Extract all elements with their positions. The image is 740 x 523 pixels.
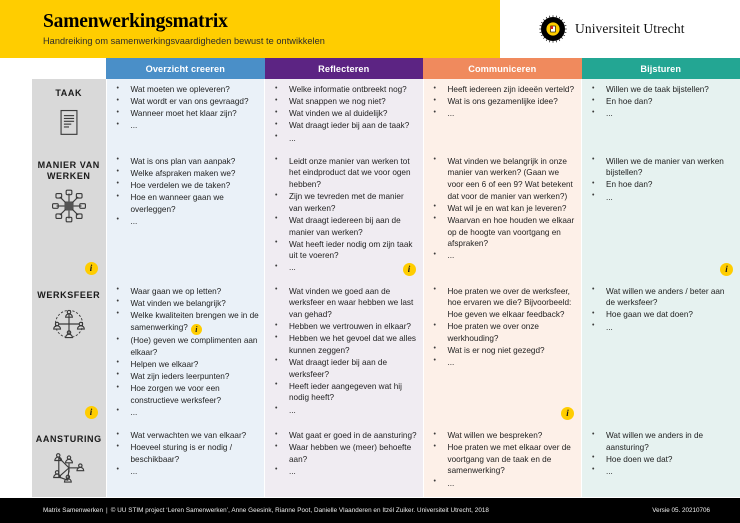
question-item: • Waar gaan we op letten?: [114, 286, 260, 298]
question-item: • ...: [589, 322, 735, 334]
question-list: [582, 425, 740, 484]
question-item: • Wat wordt er van ons gevraagd?: [114, 96, 260, 108]
question-list: [582, 151, 740, 210]
column-header-bijsturen: Bijsturen: [582, 58, 740, 79]
question-list: [424, 79, 582, 126]
matrix-cell-aansturing-overzicht-creeren: [106, 425, 265, 497]
row-label-cell-taak: [32, 79, 106, 151]
question-item: • Willen we de manier van werken bijstellen?: [589, 156, 735, 179]
matrix-cell-werksfeer-reflecteren: [265, 281, 424, 425]
matrix-cell-manier-van-werken-reflecteren: [265, 151, 424, 281]
question-item: • Wat zijn ieders leerpunten?: [114, 371, 260, 383]
info-icon[interactable]: i: [403, 263, 416, 276]
matrix-row-werksfeer: [32, 281, 740, 425]
question-list: [424, 281, 582, 375]
question-item: • ...: [272, 262, 418, 274]
matrix-corner-cell: [32, 58, 106, 79]
footer-version: Versie 05. 20210706: [652, 507, 710, 514]
question-list: [265, 79, 423, 151]
matrix-cell-werksfeer-communiceren: [423, 281, 582, 425]
matrix-cell-taak-reflecteren: [265, 79, 424, 151]
matrix-cell-aansturing-communiceren: [423, 425, 582, 497]
matrix-cell-taak-communiceren: [423, 79, 582, 151]
column-header-overzicht-creeren: Overzicht creeren: [106, 58, 265, 79]
question-item: • ...: [272, 405, 418, 417]
row-label-text: TAAK: [55, 88, 83, 98]
question-item: • ...: [431, 478, 577, 490]
question-item: • Helpen we elkaar?: [114, 359, 260, 371]
matrix-row-aansturing: [32, 425, 740, 497]
question-item: • Wat gaat er goed in de aansturing?: [272, 430, 418, 442]
question-item: • Hoe verdelen we de taken?: [114, 180, 260, 192]
matrix-cell-aansturing-reflecteren: [265, 425, 424, 497]
question-item: • Wat moeten we opleveren?: [114, 84, 260, 96]
question-item: • Hoe en wanneer gaan we overleggen?: [114, 192, 260, 215]
footer-separator: |: [106, 507, 108, 514]
question-item: • ...: [114, 216, 260, 228]
network-hub-icon: [52, 189, 86, 223]
question-item: • Wat willen we anders in de aansturing?: [589, 430, 735, 453]
matrix-cell-taak-bijsturen: [582, 79, 740, 151]
question-list: [265, 151, 423, 281]
matrix-container: [0, 58, 740, 497]
question-item: • En hoe dan?: [589, 96, 735, 108]
row-icon-wrapper: [52, 189, 86, 228]
info-icon[interactable]: i: [191, 324, 202, 335]
question-item: • Hebben we het gevoel dat we alles kunnen zeggen?: [272, 333, 418, 356]
samenwerkings-matrix-table: [32, 58, 740, 497]
row-icon-wrapper: [52, 106, 86, 145]
question-item: • Wat verwachten we van elkaar?: [114, 430, 260, 442]
footer-credit: © UU STIM project ‘Leren Samenwerken’, Anne Geesink, Rianne Poot, Danielle Vlaanderen en Itzél Zuiker. Universiteit Utrecht, 2018: [110, 507, 489, 514]
question-item: • Wanneer moet het klaar zijn?: [114, 108, 260, 120]
leadership-network-icon: [52, 452, 86, 486]
question-item: • ...: [589, 192, 735, 204]
question-item: • Hoe praten we over onze werkhouding?: [431, 321, 577, 344]
logo-text: Universiteit Utrecht: [575, 21, 685, 36]
uu-sun-logo-icon: [538, 14, 568, 44]
question-list: [265, 281, 423, 423]
header-title-block: [0, 0, 500, 58]
question-item: • Willen we de taak bijstellen?: [589, 84, 735, 96]
question-item: • Waar hebben we (meer) behoefte aan?: [272, 442, 418, 465]
question-list: [265, 425, 423, 484]
team-circle-icon: [52, 307, 86, 341]
page-footer: [0, 498, 740, 523]
question-item: • ...: [431, 250, 577, 262]
question-item: • Waarvan en hoe houden we elkaar op de hoogte van voortgang en afspraken?: [431, 215, 577, 250]
question-item: • En hoe dan?: [589, 179, 735, 191]
question-item: • ...: [114, 120, 260, 132]
footer-credit-line: [43, 507, 489, 514]
question-list: [107, 425, 265, 484]
question-item: • Wat is er nog niet gezegd?: [431, 345, 577, 357]
question-list: [582, 281, 740, 340]
matrix-cell-werksfeer-bijsturen: [582, 281, 740, 425]
question-item: • ...: [272, 466, 418, 478]
question-item: • ...: [431, 108, 577, 120]
question-item: • Welke afspraken maken we?: [114, 168, 260, 180]
question-item: • Heeft iedereen zijn ideeën verteld?: [431, 84, 577, 96]
question-item: • ...: [431, 357, 577, 369]
question-item: • Wat draagt ieder bij aan de taak?: [272, 120, 418, 132]
matrix-row-taak: [32, 79, 740, 151]
question-item: • Welke kwaliteiten brengen we in de samenwerking? i: [114, 310, 260, 335]
matrix-cell-taak-overzicht-creeren: [106, 79, 265, 151]
row-label-text: WERKSFEER: [37, 289, 101, 300]
question-list: [107, 151, 265, 234]
row-icon-wrapper: [52, 452, 86, 491]
question-item: • Hebben we vertrouwen in elkaar?: [272, 321, 418, 333]
matrix-header-row: [32, 58, 740, 79]
matrix-cell-manier-van-werken-bijsturen: [582, 151, 740, 281]
row-label-cell-werksfeer: [32, 281, 106, 425]
row-label-cell-aansturing: [32, 425, 106, 497]
column-header-communiceren: Communiceren: [423, 58, 582, 79]
question-item: • Wat vinden we belangrijk?: [114, 298, 260, 310]
info-icon[interactable]: i: [85, 262, 98, 275]
question-item: • Welke informatie ontbreekt nog?: [272, 84, 418, 96]
question-item: • Wat wil je en wat kan je leveren?: [431, 203, 577, 215]
question-item: • (Hoe) geven we complimenten aan elkaar?: [114, 335, 260, 358]
question-item: • Wat draagt ieder bij aan de werksfeer?: [272, 357, 418, 380]
matrix-row-manier-van-werken: [32, 151, 740, 281]
header-logo-block: [500, 0, 740, 58]
matrix-cell-manier-van-werken-communiceren: [423, 151, 582, 281]
question-item: • Leidt onze manier van werken tot het eindproduct dat we voor ogen hebben?: [272, 156, 418, 191]
question-item: • Hoe doen we dat?: [589, 454, 735, 466]
question-item: • Hoe praten we met elkaar over de voortgang van de taak en de samenwerking?: [431, 442, 577, 477]
matrix-cell-werksfeer-overzicht-creeren: [106, 281, 265, 425]
question-item: • Wat is ons gezamenlijke idee?: [431, 96, 577, 108]
page-header: [0, 0, 740, 58]
question-item: • ...: [114, 407, 260, 419]
info-icon[interactable]: i: [720, 263, 733, 276]
matrix-body: [32, 79, 740, 497]
question-item: • Wat heeft ieder nodig om zijn taak uit te voeren?: [272, 239, 418, 262]
question-item: • Zijn we tevreden met de manier van werken?: [272, 191, 418, 214]
question-item: • Hoe gaan we dat doen?: [589, 309, 735, 321]
document-icon: [52, 106, 86, 140]
question-item: • Wat draagt iedereen bij aan de manier van werken?: [272, 215, 418, 238]
footer-doc-name: Matrix Samenwerken: [43, 507, 104, 514]
question-item: • Hoe zorgen we voor een constructieve werksfeer?: [114, 383, 260, 406]
question-list: [424, 425, 582, 496]
question-list: [582, 79, 740, 126]
row-label-cell-manier-van-werken: [32, 151, 106, 281]
page-title: Samenwerkingsmatrix: [43, 11, 228, 33]
question-item: • Wat willen we bespreken?: [431, 430, 577, 442]
question-item: • Wat vinden we goed aan de werksfeer en waar hebben we last van gehad?: [272, 286, 418, 321]
question-list: [424, 151, 582, 269]
page-subtitle: Handreiking om samenwerkingsvaardigheden bewust te ontwikkelen: [43, 35, 325, 46]
question-item: • Heeft ieder aangegeven wat hij nodig heeft?: [272, 381, 418, 404]
question-item: • Wat vinden we belangrijk in onze manier van werken? (Gaan we voor een 6 of een 9? Wat betekent dat voor de manier van werken?): [431, 156, 577, 203]
question-item: • ...: [589, 466, 735, 478]
row-icon-wrapper: [52, 307, 86, 346]
info-icon[interactable]: i: [85, 406, 98, 419]
matrix-cell-aansturing-bijsturen: [582, 425, 740, 497]
question-item: • Wat vinden we al duidelijk?: [272, 108, 418, 120]
question-list: [107, 281, 265, 425]
university-logo: [538, 14, 685, 44]
question-item: • Wat willen we anders / beter aan de werksfeer?: [589, 286, 735, 309]
question-list: [107, 79, 265, 139]
question-item: • Hoe praten we over de werksfeer, hoe ervaren we die? Bijvoorbeeld: Hoe geven we elkaar feedback?: [431, 286, 577, 321]
row-label-text: AANSTURING: [35, 434, 102, 445]
question-item: • Wat is ons plan van aanpak?: [114, 156, 260, 168]
question-item: • Wat snappen we nog niet?: [272, 96, 418, 108]
question-item: • ...: [114, 466, 260, 478]
question-item: • ...: [272, 133, 418, 145]
row-label-text: MANIER VAN WERKEN: [37, 159, 100, 182]
info-icon[interactable]: i: [561, 407, 574, 420]
column-header-reflecteren: Reflecteren: [265, 58, 424, 79]
matrix-cell-manier-van-werken-overzicht-creeren: [106, 151, 265, 281]
question-item: • Hoeveel sturing is er nodig / beschikbaar?: [114, 442, 260, 465]
question-item: • ...: [589, 108, 735, 120]
